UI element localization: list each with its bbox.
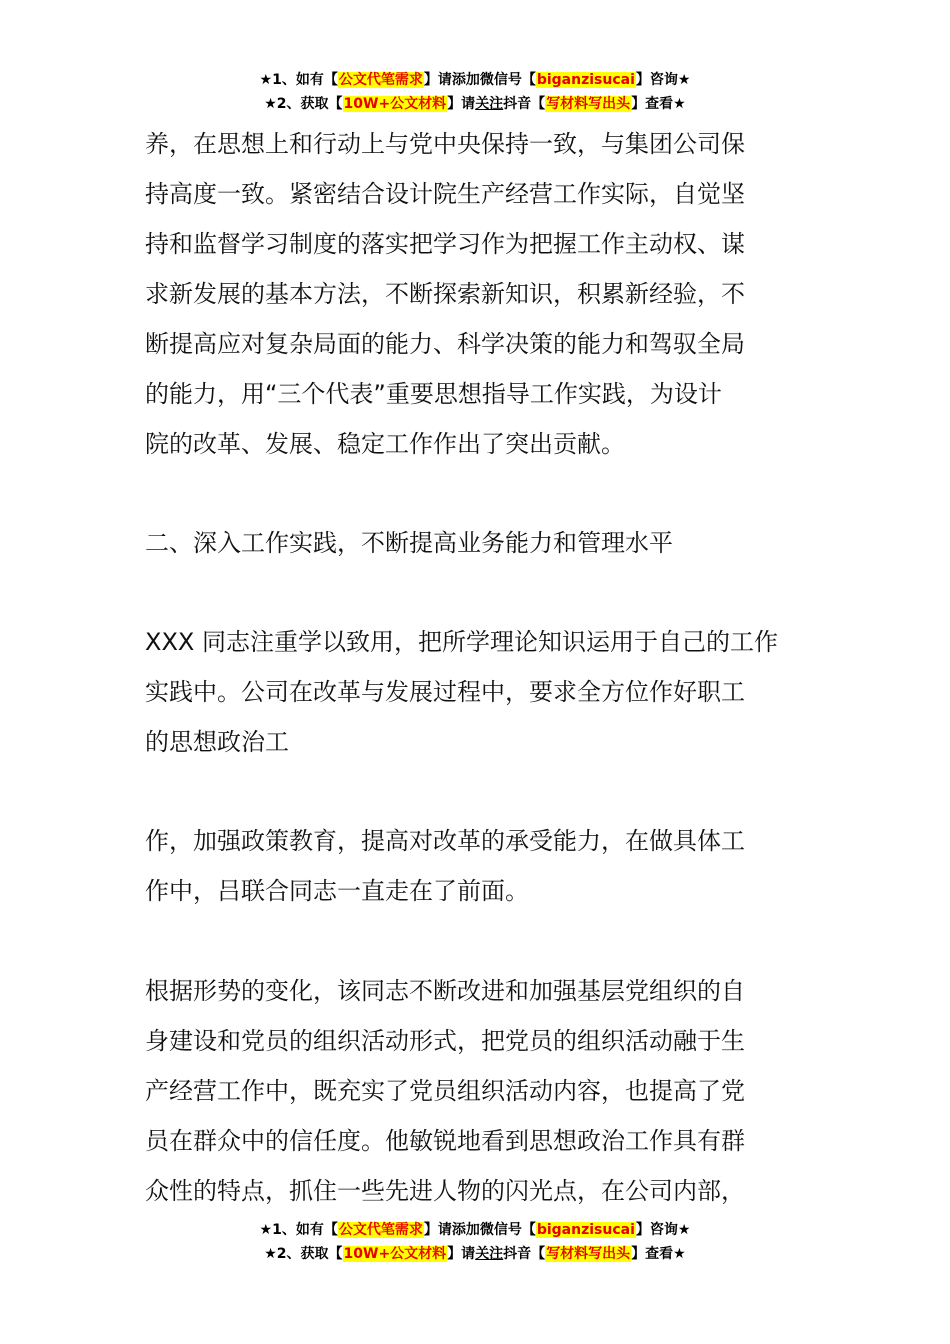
section-heading bbox=[145, 518, 815, 568]
highlight-wechat-id: biganzisucai bbox=[536, 1222, 635, 1238]
text-line: 持高度一致。紧密结合设计院生产经营工作实际，自觉坚 bbox=[145, 180, 745, 208]
text-line: 养，在思想上和行动上与党中央保持一致，与集团公司保 bbox=[145, 130, 745, 158]
text-line: 根据形势的变化，该同志不断改进和加强基层党组织的自 bbox=[145, 977, 745, 1005]
heading-text: 二、深入工作实践，不断提高业务能力和管理水平 bbox=[145, 529, 673, 557]
paragraph-2 bbox=[145, 617, 815, 767]
text-line: 作中，吕联合同志一直走在了前面。 bbox=[145, 877, 529, 905]
highlight-service: 公文代笔需求 bbox=[338, 1222, 423, 1238]
text-line: 持和监督学习制度的落实把学习作为把握工作主动权、谋 bbox=[145, 230, 745, 258]
text-line: 产经营工作中，既充实了党员组织活动内容，也提高了党 bbox=[145, 1077, 745, 1105]
banner-text: ★1、如有【 bbox=[259, 72, 338, 88]
banner-line-2 bbox=[0, 1242, 950, 1266]
banner-text: 】咨询★ bbox=[635, 72, 691, 88]
banner-text: 】查看★ bbox=[631, 1246, 686, 1262]
banner-text: ★2、获取【 bbox=[264, 1246, 343, 1262]
paragraph-1 bbox=[145, 119, 815, 469]
banner-line-1 bbox=[0, 68, 950, 92]
footer-banner bbox=[0, 1218, 950, 1266]
text-line: 的能力，用“三个代表”重要思想指导工作实践，为设计 bbox=[145, 380, 722, 408]
banner-follow: 关注 bbox=[475, 1246, 504, 1262]
text-line: 的思想政治工 bbox=[145, 728, 289, 756]
banner-text: ★2、获取【 bbox=[264, 96, 343, 112]
paragraph-4 bbox=[145, 966, 815, 1216]
text-line: 断提高应对复杂局面的能力、科学决策的能力和驾驭全局 bbox=[145, 330, 745, 358]
banner-line-1 bbox=[0, 1218, 950, 1242]
banner-text: 】请添加微信号【 bbox=[423, 1222, 536, 1238]
text-line: 实践中。公司在改革与发展过程中，要求全方位作好职工 bbox=[145, 678, 745, 706]
banner-text: 抖音【 bbox=[503, 96, 546, 112]
text-line: 众性的特点，抓住一些先进人物的闪光点，在公司内部， bbox=[145, 1177, 745, 1205]
banner-text: ★1、如有【 bbox=[259, 1222, 338, 1238]
header-banner bbox=[0, 68, 950, 116]
text-line: 求新发展的基本方法，不断探索新知识，积累新经验，不 bbox=[145, 280, 745, 308]
text-line: 身建设和党员的组织活动形式，把党员的组织活动融于生 bbox=[145, 1027, 745, 1055]
text-line: 员在群众中的信任度。他敏锐地看到思想政治工作具有群 bbox=[145, 1127, 745, 1155]
banner-text: 】请添加微信号【 bbox=[423, 72, 536, 88]
banner-line-2 bbox=[0, 92, 950, 116]
highlight-service: 公文代笔需求 bbox=[338, 72, 423, 88]
text-line: 作，加强政策教育，提高对改革的承受能力，在做具体工 bbox=[145, 827, 745, 855]
banner-text: 】请 bbox=[447, 1246, 476, 1262]
highlight-douyin: 写材料写出头 bbox=[546, 1246, 631, 1262]
highlight-materials: 10W+公文材料 bbox=[343, 1246, 447, 1262]
banner-text: 抖音【 bbox=[503, 1246, 546, 1262]
highlight-materials: 10W+公文材料 bbox=[343, 96, 447, 112]
highlight-douyin: 写材料写出头 bbox=[546, 96, 631, 112]
banner-text: 】咨询★ bbox=[635, 1222, 691, 1238]
highlight-wechat-id: biganzisucai bbox=[536, 72, 635, 88]
text-line: 院的改革、发展、稳定工作作出了突出贡献。 bbox=[145, 430, 625, 458]
banner-follow: 关注 bbox=[475, 96, 504, 112]
banner-text: 】查看★ bbox=[631, 96, 686, 112]
banner-text: 】请 bbox=[447, 96, 476, 112]
paragraph-3 bbox=[145, 816, 815, 916]
text-line: XXX 同志注重学以致用，把所学理论知识运用于自己的工作 bbox=[145, 628, 778, 656]
